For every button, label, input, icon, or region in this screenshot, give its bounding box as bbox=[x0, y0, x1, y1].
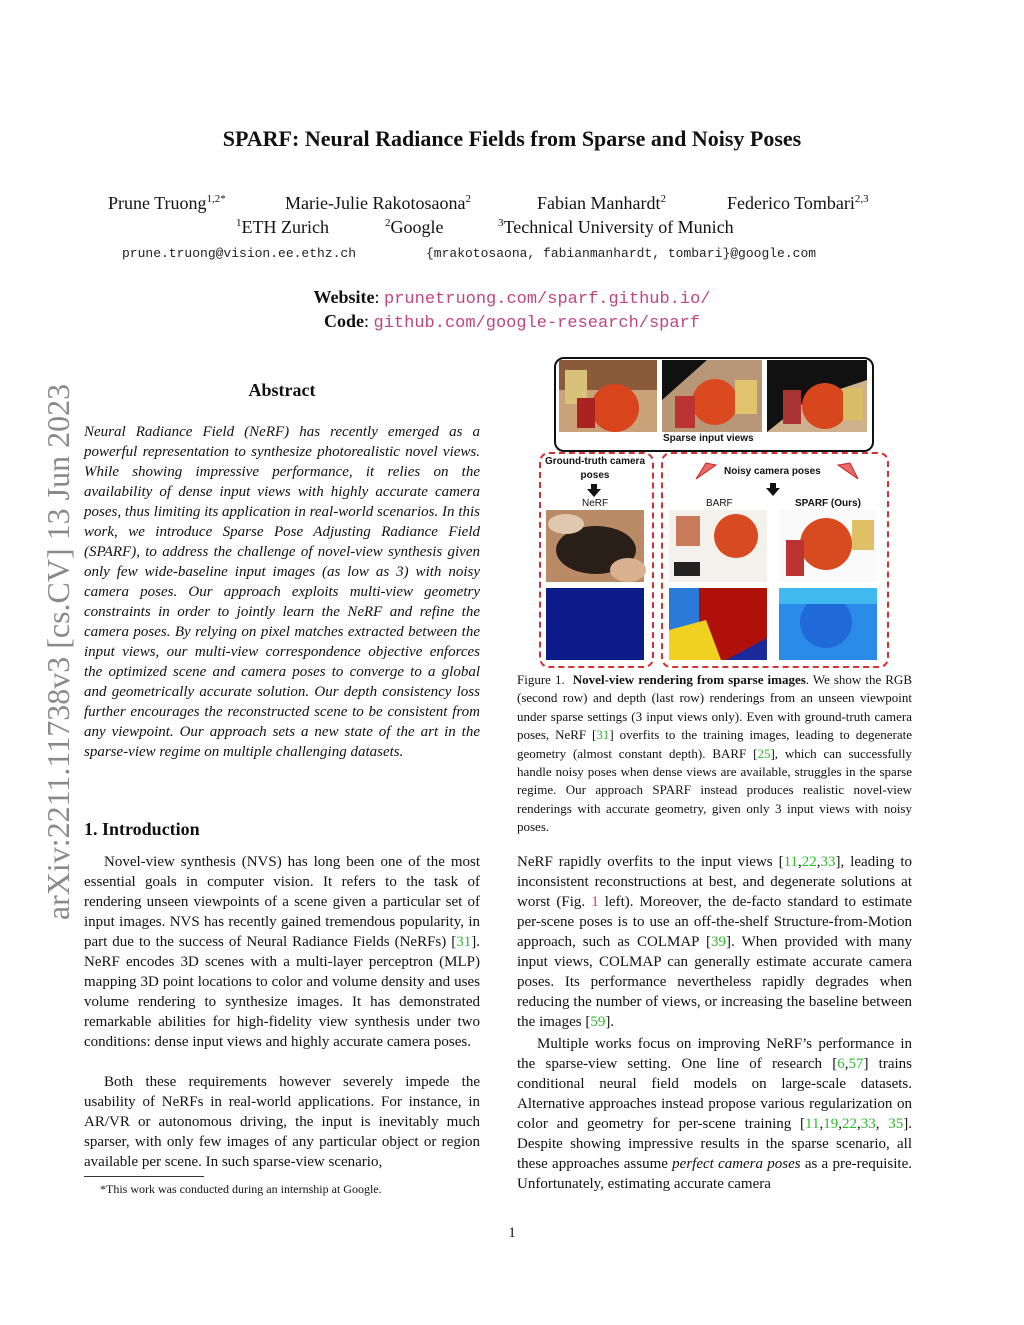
barf-rgb-render bbox=[669, 510, 767, 582]
citation-link[interactable]: 39 bbox=[711, 934, 727, 950]
barf-depth-render bbox=[669, 588, 767, 660]
citation-link[interactable]: 19 bbox=[823, 1116, 839, 1132]
citation-link[interactable]: 11 bbox=[783, 854, 799, 870]
nerf-rgb-render bbox=[546, 510, 646, 582]
citation-link[interactable]: 22 bbox=[801, 854, 817, 870]
email-group: {mrakotosaona, fabianmanhardt, tombari}@google.com bbox=[426, 246, 817, 261]
citation-link[interactable]: 59 bbox=[590, 1014, 606, 1030]
website-line: Website: prunetruong.com/sparf.github.io/ bbox=[313, 287, 711, 309]
figure-caption: Figure 1. Novel-view rendering from sparse images. We show the RGB (second row) and depth (last row) renderings from an unseen viewpoint under sparse settings (3 input views only). Even with ground-truth camera poses, NeRF [31] overfits to the training images, leading to degenerate geometry (almost constant depth). BARF [25], which can successfully handle noisy poses when dense views are available, struggles in the sparse regime. Our approach SPARF instead produces realistic novel-view renderings with accurate geometry, given only 3 input views with noisy poses. bbox=[517, 672, 912, 835]
footnote: *This work was conducted during an internship at Google. bbox=[100, 1182, 382, 1196]
input-image-2 bbox=[662, 360, 762, 432]
sparf-rgb-render bbox=[779, 510, 877, 582]
nerf-depth-render bbox=[546, 588, 644, 660]
citation-link[interactable]: 25 bbox=[757, 745, 771, 761]
input-image-1 bbox=[559, 360, 657, 432]
author-4: Federico Tombari$^{2,3}$ bbox=[727, 193, 869, 213]
citation-link[interactable]: 35 bbox=[888, 1116, 904, 1132]
arxiv-stamp: arXiv:2211.11738v3 [cs.CV] 13 Jun 2023 bbox=[40, 383, 76, 921]
arrow-down-icon bbox=[766, 488, 780, 496]
footnote-rule bbox=[84, 1176, 204, 1177]
code-line: Code: github.com/google-research/sparf bbox=[324, 311, 700, 333]
paper-title: SPARF: Neural Radiance Fields from Sparse and Noisy Poses bbox=[222, 126, 802, 151]
affiliation-1: $^1$ ETH Zurich bbox=[236, 217, 329, 237]
label-nerf: NeRF bbox=[582, 498, 609, 509]
citation-link[interactable]: 6 bbox=[837, 1056, 845, 1072]
label-barf: BARF bbox=[706, 498, 733, 509]
rendering-results bbox=[546, 510, 880, 660]
arrow-down-icon bbox=[587, 489, 601, 497]
citation-link[interactable]: 31 bbox=[456, 934, 472, 950]
sparse-input-images bbox=[557, 360, 869, 432]
email-first: prune.truong@vision.ee.ethz.ch bbox=[122, 246, 357, 261]
citation-link[interactable]: 57 bbox=[848, 1056, 864, 1072]
label-sparse-input-views: Sparse input views bbox=[663, 433, 754, 444]
abstract-body: Neural Radiance Field (NeRF) has recently emerged as a powerful representation to synthesize photorealistic novel views. While showing impressive performance, it relies on the availability of dense input views with highly accurate camera poses, thus limiting its application in real-world scenarios. In this work, we introduce Sparse Pose Adjusting Radiance Field (SPARF), to address the challenge of novel-view synthesis given only few wide-baseline input images (as low as 3) with noisy camera poses. Our approach exploits multi-view geometry constraints in order to jointly learn the NeRF and refine the camera poses. By relying on pixel matches extracted between the input views, our multi-view correspondence objective enforces the optimized scene and camera poses to converge to a global and geometrically accurate solution. Our depth consistency loss further encourages the reconstructed scene to be consistent from any viewpoint. Our approach sets a new state of the art in the sparse-view regime on multiple challenging datasets. bbox=[84, 424, 480, 760]
label-sparf: SPARF (Ours) bbox=[795, 498, 861, 509]
right-paragraph-2: Multiple works focus on improving NeRF’s performance in the sparse-view setting. One line of research [6,57] trains conditional neural field models on large-scale datasets. Alternative approaches instead propose various regularization on color and geometry for per-scene training [11,19,22,33, 35]. Despite showing impressive results in the sparse scenario, all these approaches assume perfect camera poses as a pre-requisite. Unfortunately, estimating accurate camera bbox=[517, 1036, 912, 1192]
author-3: Fabian Manhardt$^2$ bbox=[537, 193, 666, 213]
citation-link[interactable]: 11 bbox=[805, 1116, 820, 1132]
camera-pose-icon bbox=[694, 461, 718, 481]
code-link[interactable]: github.com/google-research/sparf bbox=[373, 314, 700, 333]
input-image-3 bbox=[767, 360, 867, 432]
citation-link[interactable]: 33 bbox=[860, 1116, 876, 1132]
intro-heading: 1. Introduction bbox=[84, 819, 200, 839]
sparf-depth-render bbox=[779, 588, 877, 660]
author-1: Prune Truong$^{1,2*}$ bbox=[108, 193, 226, 213]
affiliation-2: $^2$ Google bbox=[385, 217, 444, 237]
citation-link[interactable]: 22 bbox=[841, 1116, 857, 1132]
figure-reference-link[interactable]: 1 bbox=[591, 894, 599, 910]
label-noisy-poses: Noisy camera poses bbox=[724, 466, 821, 477]
camera-pose-icon bbox=[836, 461, 860, 481]
citation-link[interactable]: 33 bbox=[820, 854, 836, 870]
intro-paragraph-2: Both these requirements however severely impede the usability of NeRFs in real-world applications. For instance, in AR/VR or autonomous driving, the input is inevitably much sparser, with only few images of any particular object or region available per scene. In such sparse-view scenario, bbox=[84, 1074, 480, 1170]
website-link[interactable]: prunetruong.com/sparf.github.io/ bbox=[384, 290, 711, 309]
abstract-heading: Abstract bbox=[248, 380, 316, 400]
author-2: Marie-Julie Rakotosaona$^2$ bbox=[285, 193, 471, 213]
label-ground-truth: Ground-truth camera poses bbox=[545, 456, 646, 481]
right-paragraph-1: NeRF rapidly overfits to the input views [11,22,33], leading to inconsistent reconstructions at best, and degenerate solutions at worst (Fig. 1 left). Moreover, the de-facto standard to estimate per-scene poses is to use an off-the-shelf Structure-from-Motion approach, such as COLMAP [39]. When provided with many input views, COLMAP can generally estimate accurate camera poses. Its performance nevertheless rapidly degrades when reducing the number of views, or increasing the baseline between the images [59]. bbox=[517, 854, 913, 1030]
citation-link[interactable]: 31 bbox=[596, 727, 610, 743]
intro-paragraph-1: Novel-view synthesis (NVS) has long been one of the most essential goals in computer vision. It refers to the task of rendering unseen viewpoints of a scene given a particular set of input images. NVS has recently gained tremendous popularity, in part due to the success of Neural Radiance Fields (NeRFs) [31]. NeRF encodes 3D scenes with a multi-layer perceptron (MLP) mapping 3D point locations to color and volume density and uses volume rendering to synthesize images. It has demonstrated remarkable abilities for high-fidelity view synthesis under two conditions: dense input views and highly accurate camera poses. bbox=[84, 854, 480, 1050]
page-number: 1 bbox=[508, 1225, 516, 1241]
affiliation-3: $^3$ Technical University of Munich bbox=[498, 217, 734, 237]
